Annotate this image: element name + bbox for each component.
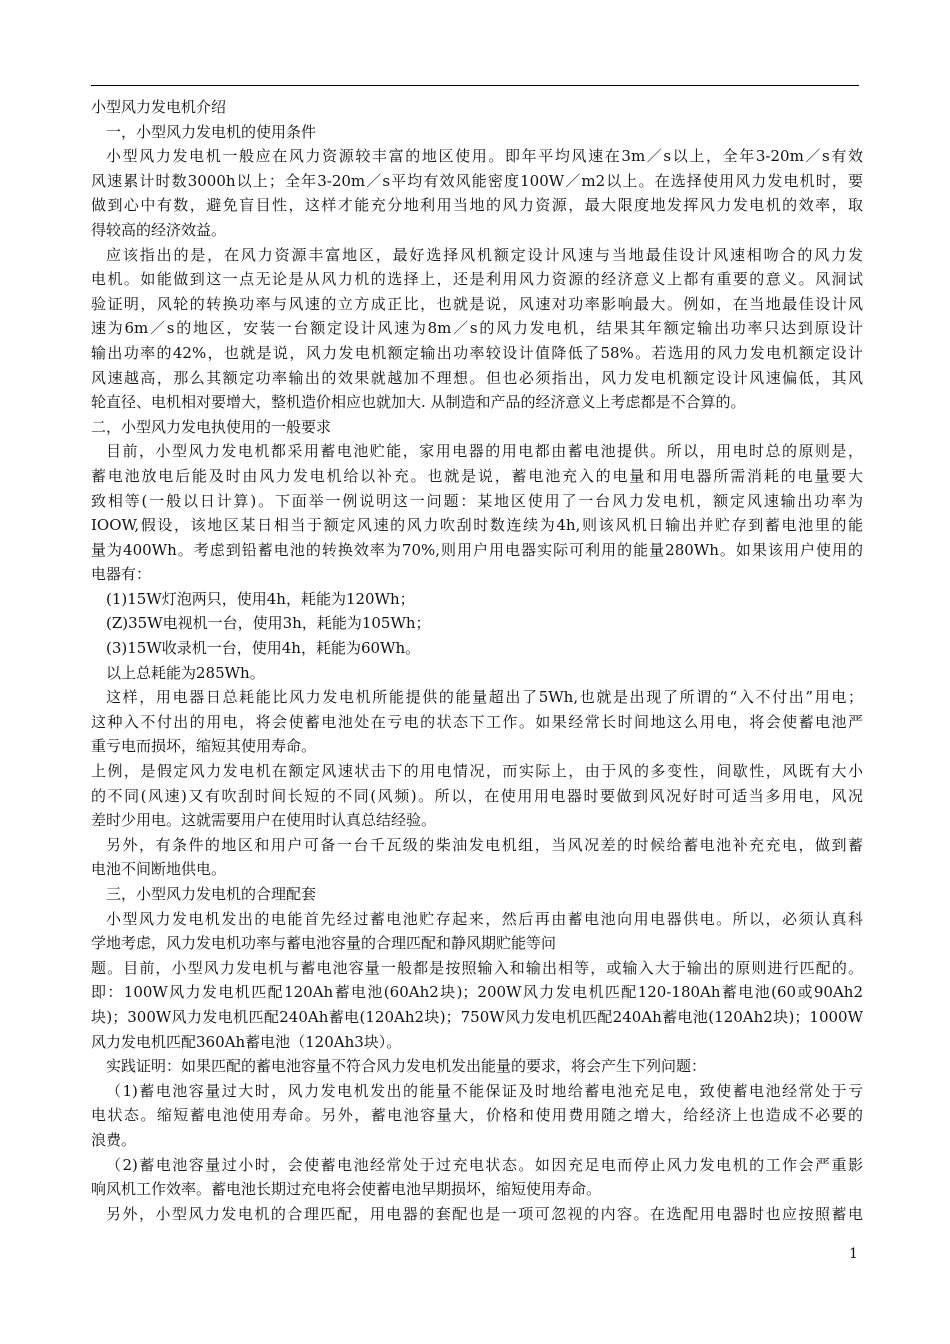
text-line: 风速累计时数3000h以上；全年3-20m／s平均有效风能密度100W／m2以上。在选择使用风力发电机时，要 [91,171,863,190]
text-line: 浪费。 [91,1130,137,1149]
text-line: 实践证明：如果匹配的蓄电池容量不符合风力发电机发出能量的要求，将会产生下列问题： [106,1057,707,1076]
list-item: (3)15W收录机一台，使用4h，耗能为60Wh。 [106,639,421,658]
text-line: 电池不间断地供电。 [91,860,227,879]
list-item: (1)15W灯泡两只，使用4h，耗能为120Wh； [106,589,415,608]
text-line: 速为6m／s的地区，安装一台额定设计风速为8m／s的风力发电机，结果其年额定输出功率只达到原设计 [91,319,863,338]
text-line: 轮直径、电机相对要增大，整机造价相应也就加大. 从制造和产品的经济意义上考虑都是不合算的。 [91,393,746,412]
text-line: 致相等(一般以日计算)。下面举一例说明这一问题：某地区使用了一台风力发电机，额定风速输出功率为 [91,491,863,510]
section-heading-2: 二，小型风力发电执使用的一般要求 [91,417,332,436]
text-line: 得较高的经济效益。 [91,220,227,239]
section-heading-3: 三，小型风力发电机的合理配套 [106,885,317,903]
document-body [91,95,863,1226]
text-line: 差时少用电。这就需要用户在使用时认真总结经验。 [91,811,437,830]
section-heading-1: 一，小型风力发电机的使用条件 [106,122,317,141]
list-item: (Z)35W电视机一台，使用3h，耗能为105Wh； [106,614,431,633]
text-line: 题。目前，小型风力发电机与蓄电池容量一般都是按照输入和输出相等，或输入大于输出的原则进行匹配的。 [91,958,863,977]
text-line: 另外，有条件的地区和用户可备一台千瓦级的柴油发电机组，当风况差的时候给蓄电池补充充电，做到蓄 [106,835,863,854]
text-line: 另外，小型风力发电机的合理匹配，用电器的套配也是一项可忽视的内容。在选配用电器时也应按照蓄电 [106,1204,863,1223]
text-line: 蓄电池放电后能及时由风力发电机给以补充。也就是说，蓄电池充入的电量和用电器所需消耗的电量要大 [91,466,863,485]
text-line: 小型风力发电机发出的电能首先经过蓄电池贮存起来，然后再由蓄电池向用电器供电。所以，必须认真科 [106,909,863,928]
text-line: 上例，是假定风力发电机在额定风速状击下的用电情况，而实际上，由于风的多变性，间歇性，风既有大小 [91,762,863,781]
text-line: 输出功率的42%，也就是说，风力发电机额定输出功率较设计值降低了58%。若选用的风力发电机额定设计 [91,343,863,362]
doc-title: 小型风力发电机介绍 [91,98,227,116]
text-line: 以上总耗能为285Wh。 [106,663,265,682]
text-line: 重亏电而损坏，缩短其使用寿命。 [91,737,317,756]
text-line: 验证明，风轮的转换功率与风速的立方成正比，也就是说，风速对功率影响最大。例如，在当地最佳设计风 [91,294,863,313]
text-line: 目前，小型风力发电机都采用蓄电池贮能，家用电器的用电都由蓄电池提供。所以，用电时总的原则是， [106,442,863,461]
text-line: 学地考虑，风力发电机功率与蓄电池容量的合理匹配和静风期贮能等问 [91,934,557,953]
text-line: 量为400Wh。考虑到铅蓄电池的转换效率为70%,则用户用电器实际可利用的能量280Wh。如果该用户使用的 [91,540,863,559]
text-line: 风力发电机匹配360Ah蓄电池（120Ah3块）。 [91,1032,402,1051]
text-line: 电状态。缩短蓄电池使用寿命。另外，蓄电池容量大，价格和使用费用随之增大，给经济上也造成不必要的 [91,1106,863,1125]
text-line: 即：100W风力发电机匹配120Ah蓄电池(60Ah2块)；200W风力发电机匹配120-180Ah蓄电池(60或90Ah2 [91,983,863,1002]
list-item: （2)蓄电池容量过小时，会使蓄电池经常处于过充电状态。如因充足电而停止风力发电机的工作会严重影 [106,1155,863,1174]
text-line: 这样，用电器日总耗能比风力发电机所能提供的能量超出了5Wh,也就是出现了所谓的“入不付出”用电； [106,688,863,707]
text-line: 小型风力发电机一般应在风力资源较丰富的地区使用。即年平均风速在3m／s以上，全年3-20m／s有效 [106,147,863,166]
text-line: 块)；300W风力发电机匹配240Ah蓄电(120Ah2块)；750W风力发电机匹配240Ah蓄电池(120Ah2块)；1000W [91,1007,863,1026]
header-rule [91,85,859,86]
list-item: （1)蓄电池容量过大时，风力发电机发出的能量不能保证及时地给蓄电池充足电，致使蓄电池经常处于亏 [106,1081,863,1100]
text-line: IOOW,假设，该地区某日相当于额定风速的风力吹刮时数连续为4h,则该风机日输出并贮存到蓄电池里的能 [91,516,863,535]
text-line: 电机。如能做到这一点无论是从风力机的选择上，还是利用风力资源的经济意义上都有重要的意义。风洞试 [91,270,863,289]
text-line: 风速越高，那么其额定功率输出的效果就越加不理想。但也必须指出，风力发电机额定设计风速偏低，其风 [91,368,863,387]
text-line: 这种入不付出的用电，将会使蓄电池处在亏电的状态下工作。如果经常长时间地这么用电，将会使蓄电池严 [91,712,863,731]
page-number: 1 [849,1246,858,1262]
text-line: 响风机工作效率。蓄电池长期过充电将会使蓄电池早期损坏，缩短使用寿命。 [91,1180,602,1199]
text-line: 的不同(风速)又有吹刮时间长短的不同(风频)。所以，在使用用电器时要做到风况好时可适当多用电，风况 [91,786,863,805]
text-line: 应该指出的是，在风力资源丰富地区，最好选择风机额定设计风速与当地最佳设计风速相吻合的风力发 [106,245,863,264]
text-line: 电器有： [91,565,152,584]
text-line: 做到心中有数，避免盲目性，这样才能充分地利用当地的风力资源，最大限度地发挥风力发电机的效率，取 [91,196,863,215]
